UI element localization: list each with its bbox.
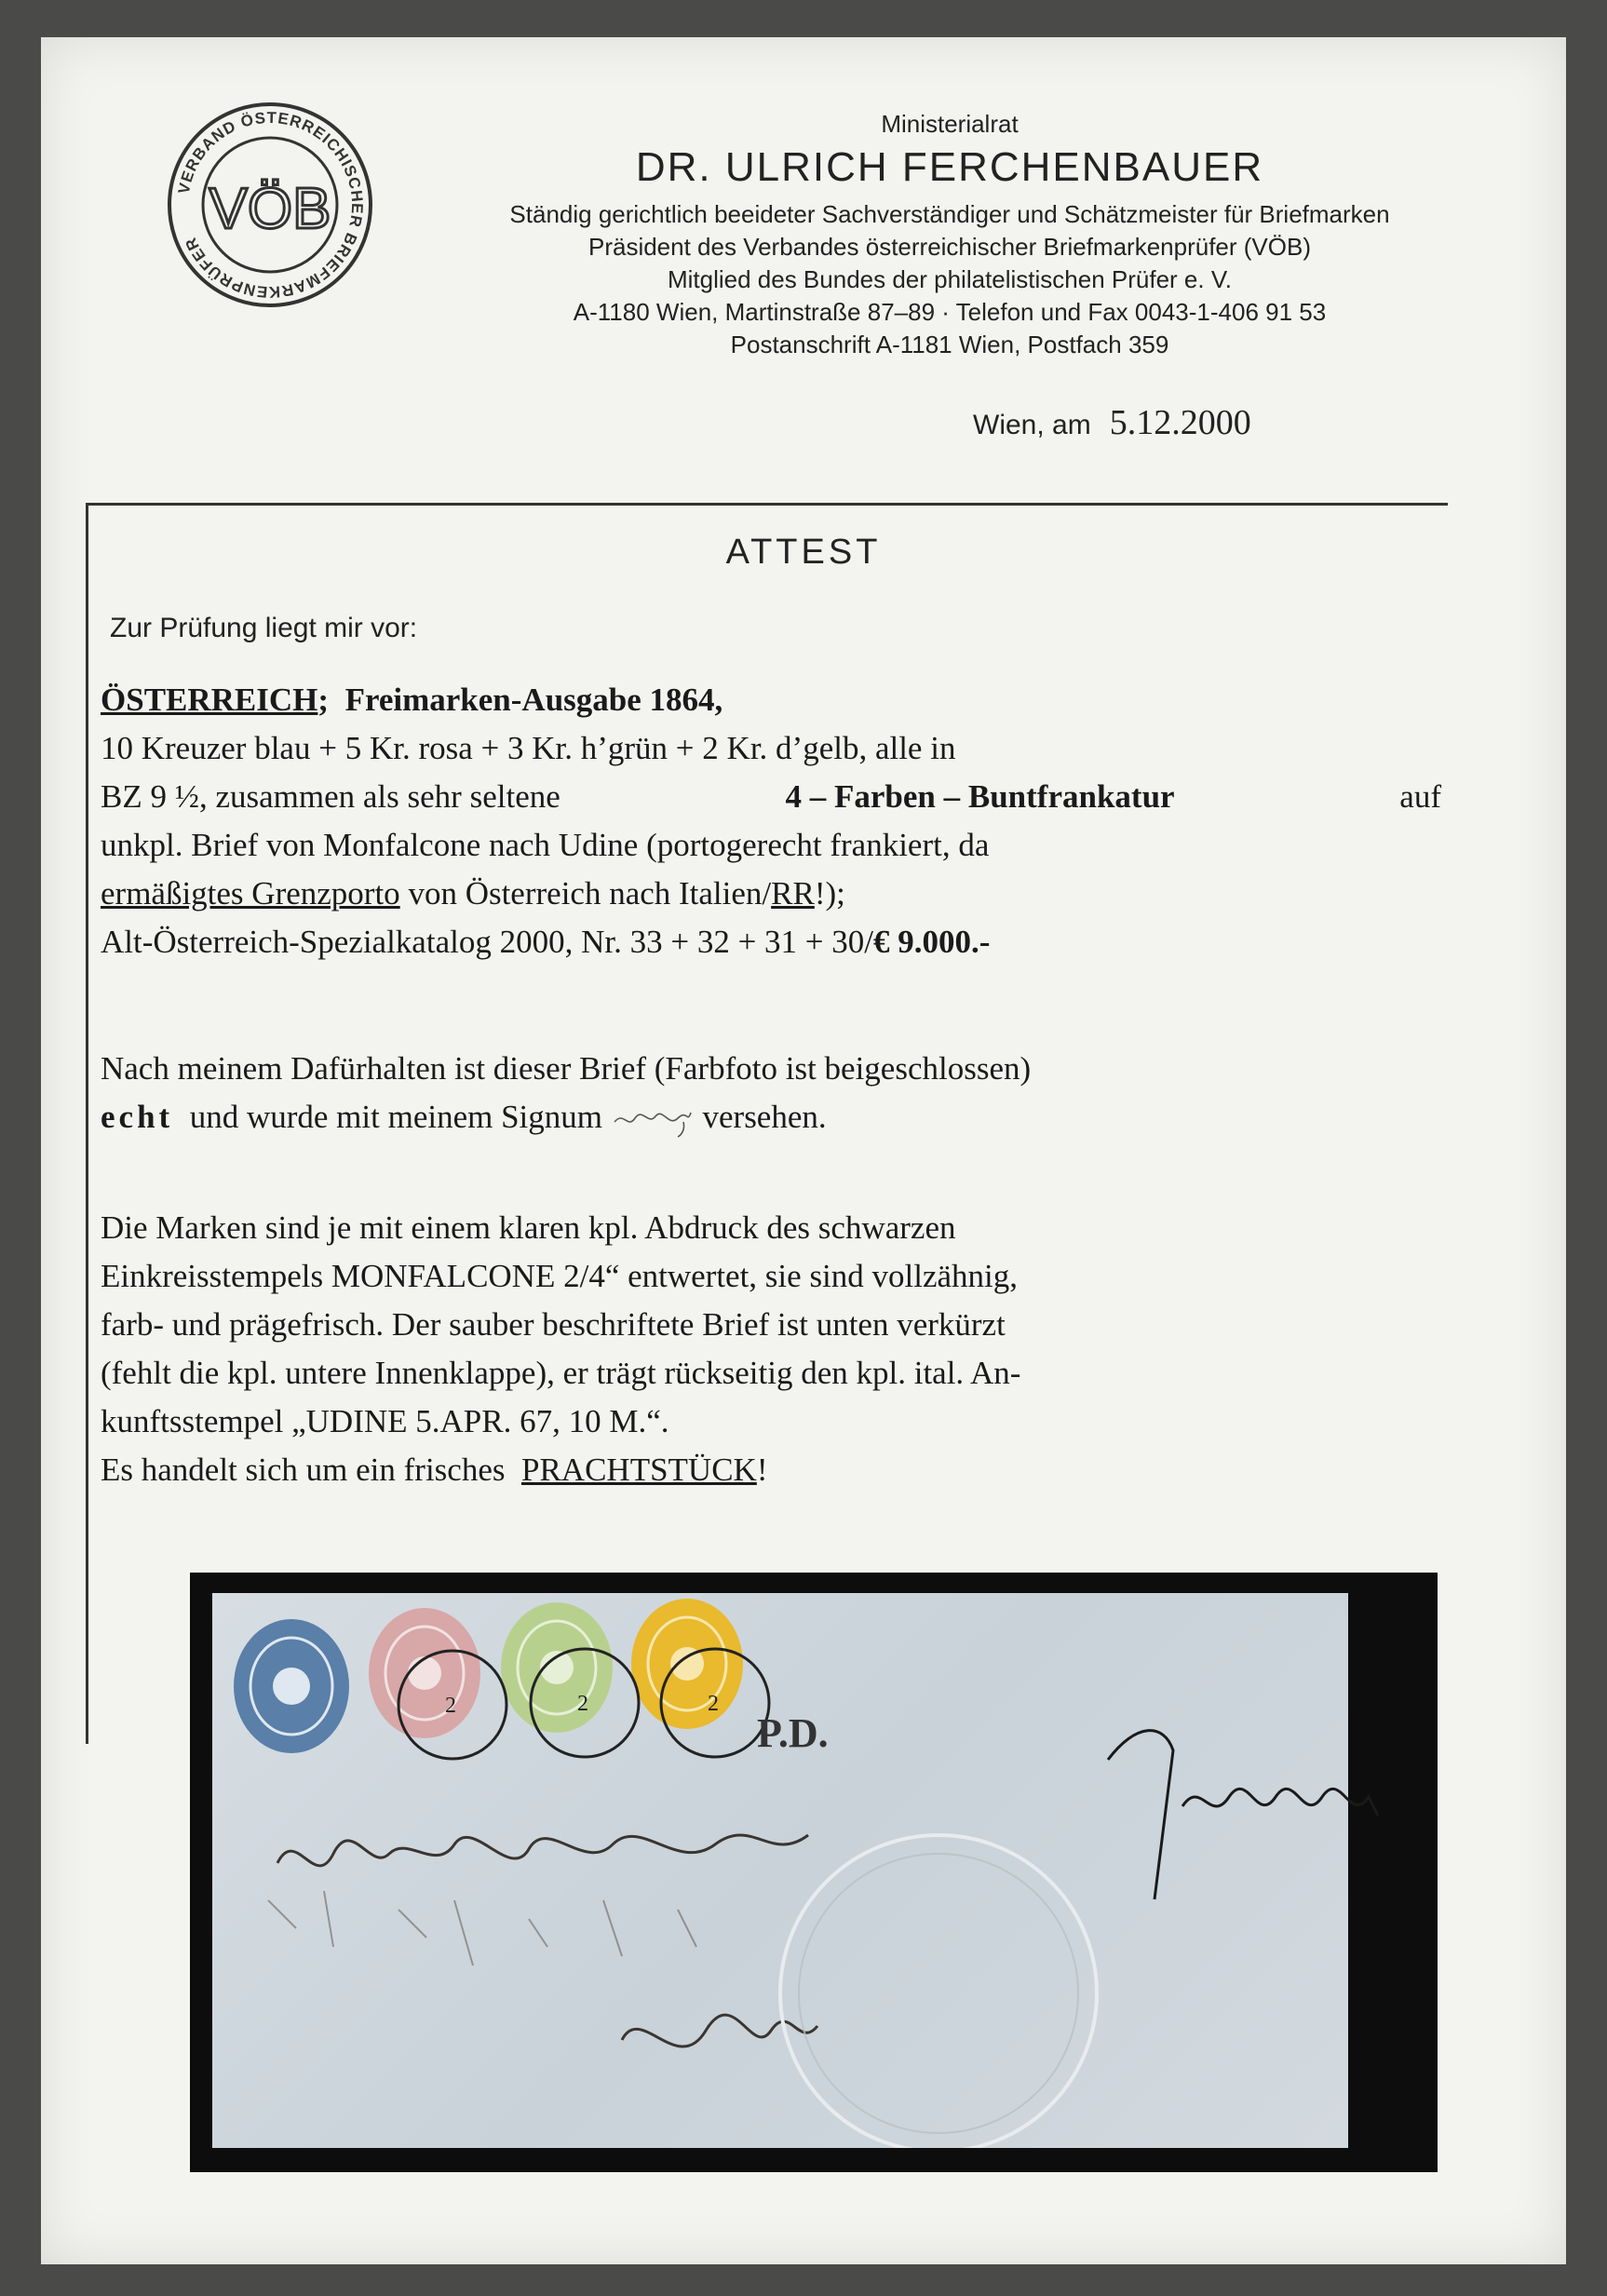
country-name: ÖSTERREICH (101, 682, 318, 718)
embossed-seal (780, 1835, 1097, 2148)
opinion-line: Nach meinem Dafürhalten ist dieser Brief (Farbfoto ist beigeschlossen) (101, 1050, 1032, 1087)
condition-line: Es handelt sich um ein frisches PRACHTSTÜCK! (101, 1452, 768, 1488)
stamp-rose (369, 1608, 480, 1738)
description-heading: ÖSTERREICH; Freimarken-Ausgabe 1864, (101, 682, 723, 718)
date-line (973, 402, 1251, 443)
letterhead-line: A-1180 Wien, Martinstraße 87–89 · Telefon und Fax 0043-1-406 91 53 (573, 298, 1327, 326)
condition-line: kunftsstempel „UDINE 5.APR. 67, 10 M.“. (101, 1403, 669, 1439)
rank-title: Ministerialrat (881, 110, 1019, 138)
opinion-line: echt und wurde mit meinem Signum versehen. (101, 1093, 1441, 1141)
letterhead-line: Präsident des Verbandes österreichischer Briefmarkenprüfer (VÖB) (587, 233, 1311, 261)
date-value: 5.12.2000 (1109, 403, 1251, 442)
attest-title: ATTEST (725, 533, 882, 572)
letterhead-line: Ständig gerichtlich beeideter Sachverständiger und Schätzmeister für Briefmarken (509, 200, 1390, 228)
issue-name: Freimarken-Ausgabe 1864, (344, 682, 723, 718)
svg-text:2: 2 (577, 1692, 588, 1716)
stamp-yellow (631, 1599, 743, 1729)
description-paragraph (101, 676, 1441, 966)
condition-line: farb- und prägefrisch. Der sauber beschriftete Brief ist unten verkürzt (101, 1306, 1006, 1343)
letterhead (391, 110, 1508, 361)
expert-name: DR. ULRICH FERCHENBAUER (635, 144, 1264, 190)
description-line: BZ 9 ½, zusammen als sehr seltene 4 – Farben – Buntfrankatur auf (101, 773, 1441, 821)
catalog-value: € 9.000.- (873, 924, 991, 960)
condition-paragraph (101, 1204, 1441, 1494)
condition-line: Einkreisstempels MONFALCONE 2/4“ entwertet, sie sind vollzähnig, (101, 1258, 1019, 1294)
letterhead-line: Mitglied des Bundes der philatelistischen Prüfer e. V. (667, 265, 1233, 293)
prachtstueck-word: PRACHTSTÜCK (520, 1452, 757, 1488)
pd-mark: P.D. (757, 1710, 829, 1756)
svg-text:VÖB: VÖB (209, 177, 331, 241)
description-line: unkpl. Brief von Monfalcone nach Udine (portogerecht frankiert, da (101, 827, 990, 863)
show-through-writing (268, 1891, 696, 1965)
expert-signature (1099, 1685, 1397, 1983)
catalog-line: Alt-Österreich-Spezialkatalog 2000, Nr. 33 + 32 + 31 + 30/€ 9.000.- (101, 924, 991, 960)
small-signature-mark (611, 1101, 695, 1139)
description-line: 10 Kreuzer blau + 5 Kr. rosa + 3 Kr. h’grün + 2 Kr. d’gelb, alle in (101, 730, 956, 766)
stamp-blue (234, 1619, 349, 1753)
address-handwriting-line1 (277, 1835, 808, 1866)
condition-line: (fehlt die kpl. untere Innenklappe), er trägt rückseitig den kpl. ital. An- (101, 1355, 1021, 1391)
franking-highlight: 4 – Farben – Buntfrankatur (785, 778, 1175, 815)
genuine-word: echt (101, 1099, 174, 1135)
svg-text:VERBAND ÖSTERREICHISCHER BRIEF: VERBAND ÖSTERREICHISCHER BRIEFMARKENPRÜFER (174, 108, 367, 302)
description-line: ermäßigtes Grenzporto von Österreich nach Italien/RR!); (101, 875, 845, 912)
intro-text: Zur Prüfung liegt mir vor: (110, 613, 418, 643)
condition-line: Die Marken sind je mit einem klaren kpl. Abdruck des schwarzen (101, 1209, 956, 1246)
date-label: Wien, am (973, 410, 1091, 440)
stamp-green (501, 1602, 613, 1733)
opinion-paragraph (101, 1045, 1441, 1141)
svg-text:2: 2 (708, 1692, 719, 1716)
voeb-seal-logo (163, 98, 377, 312)
letterhead-line: Postanschrift A-1181 Wien, Postfach 359 (730, 331, 1169, 358)
svg-text:2: 2 (445, 1694, 456, 1718)
